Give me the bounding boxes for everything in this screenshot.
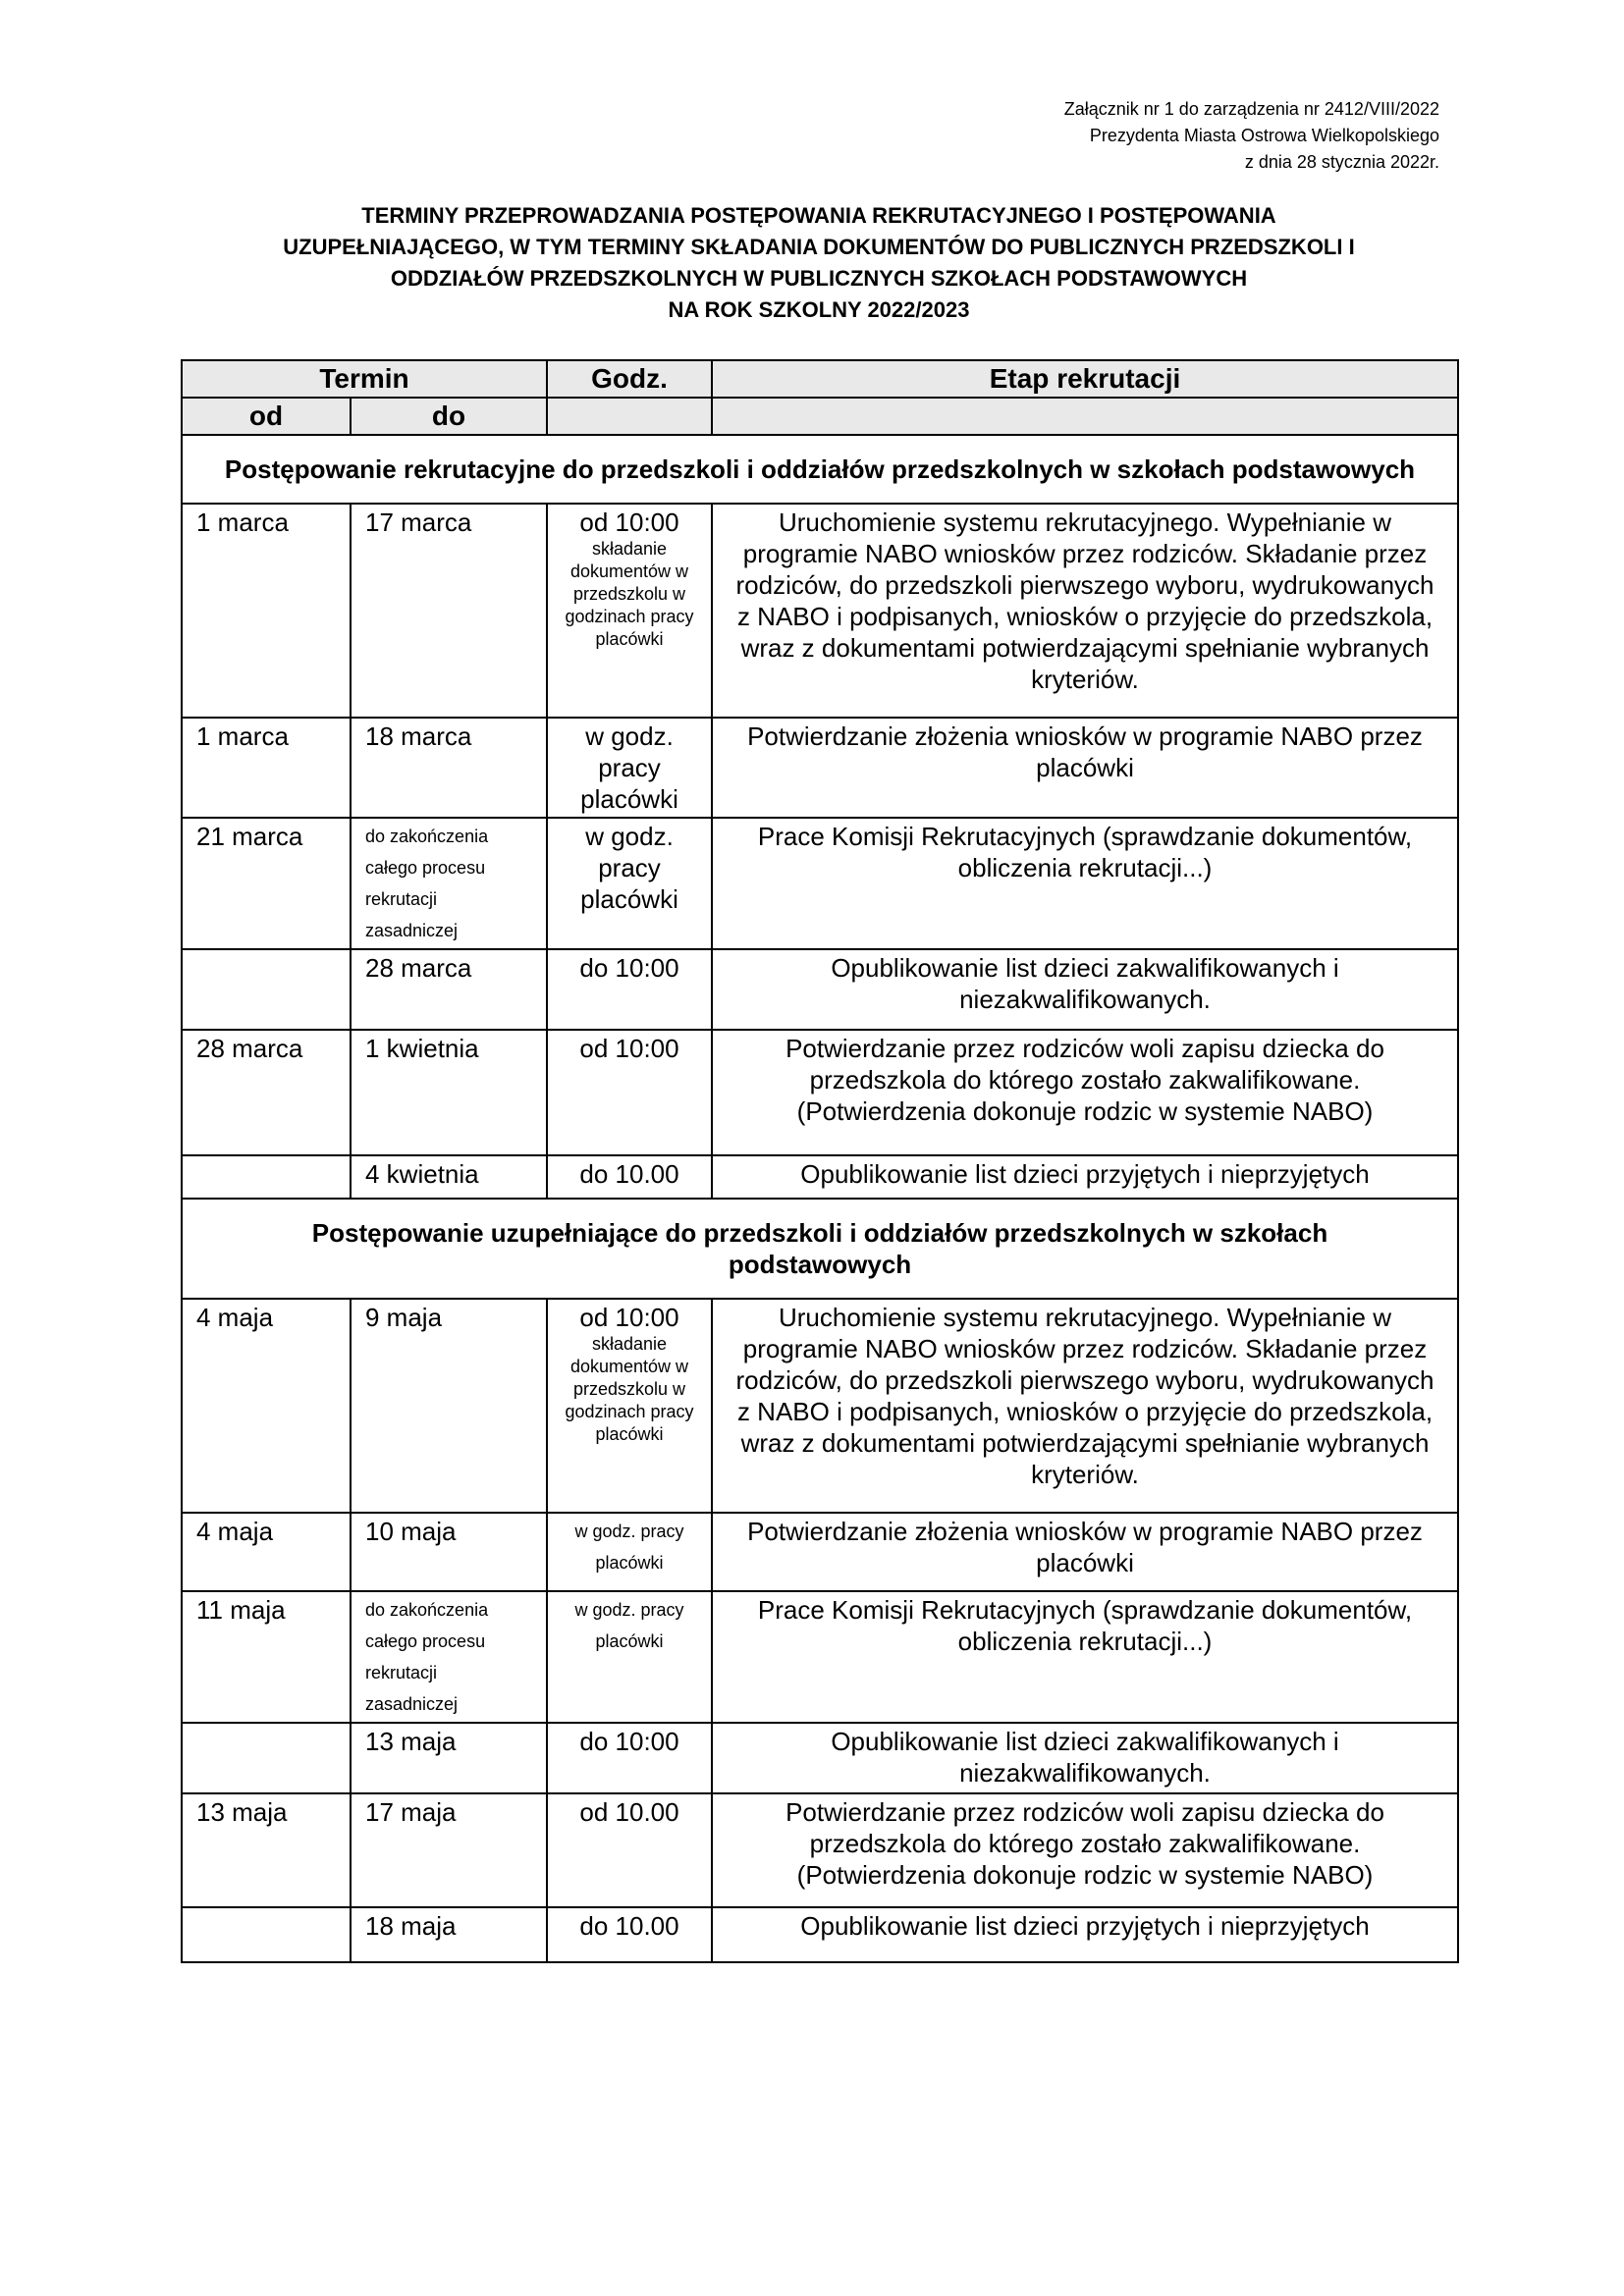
- col-header-termin: Termin: [182, 360, 547, 398]
- cell-do: do zakończenia całego procesu rekrutacji zasadniczej: [351, 1591, 547, 1723]
- table-row: [182, 718, 1458, 818]
- cell-stage: Opublikowanie list dzieci przyjętych i nieprzyjętych: [712, 1155, 1458, 1199]
- title-line-2: UZUPEŁNIAJĄCEGO, W TYM TERMINY SKŁADANIA DOKUMENTÓW DO PUBLICZNYCH PRZEDSZKOLI I: [283, 235, 1355, 259]
- col-header-od: od: [182, 398, 351, 435]
- table-row: [182, 1793, 1458, 1907]
- cell-od: [182, 1155, 351, 1199]
- cell-od: [182, 1723, 351, 1793]
- attachment-header: [1064, 96, 1439, 176]
- title-line-1: TERMINY PRZEPROWADZANIA POSTĘPOWANIA REKRUTACYJNEGO I POSTĘPOWANIA: [361, 203, 1276, 228]
- section-title: Postępowanie rekrutacyjne do przedszkoli i oddziałów przedszkolnych w szkołach podstawowych: [182, 435, 1458, 504]
- header-row: [182, 360, 1458, 398]
- cell-od: [182, 949, 351, 1030]
- cell-stage: Uruchomienie systemu rekrutacyjnego. Wypełnianie w programie NABO wniosków przez rodziców. Składanie przez rodziców, do przedszkoli pierwszego wyboru, wydrukowanych z NABO i podpisanych, wniosków o przyjęcie do przedszkola, wraz z dokumentami potwierdzającymi spełnianie wybranych kryteriów.: [712, 504, 1458, 718]
- cell-do: 13 maja: [351, 1723, 547, 1793]
- cell-time: w godz. pracy placówki: [547, 718, 712, 818]
- cell-time: od 10.00: [547, 1793, 712, 1907]
- cell-od: 21 marca: [182, 818, 351, 949]
- title-line-4: NA ROK SZKOLNY 2022/2023: [668, 297, 970, 322]
- cell-do: 10 maja: [351, 1513, 547, 1591]
- table-row: [182, 1907, 1458, 1962]
- cell-do: 28 marca: [351, 949, 547, 1030]
- cell-do: 17 marca: [351, 504, 547, 718]
- attachment-line-3: z dnia 28 stycznia 2022r.: [1244, 152, 1439, 172]
- cell-do: 9 maja: [351, 1299, 547, 1513]
- table-row: [182, 1030, 1458, 1155]
- col-header-empty: [712, 398, 1458, 435]
- table-row: [182, 949, 1458, 1030]
- schedule-table: [181, 359, 1459, 1963]
- cell-do: 1 kwietnia: [351, 1030, 547, 1155]
- section-title: Postępowanie uzupełniające do przedszkoli i oddziałów przedszkolnych w szkołach podstawowych: [182, 1199, 1458, 1299]
- table-row: [182, 1299, 1458, 1513]
- cell-time: do 10:00: [547, 949, 712, 1030]
- cell-stage: Opublikowanie list dzieci zakwalifikowanych i niezakwalifikowanych.: [712, 1723, 1458, 1793]
- cell-time: [547, 1299, 712, 1513]
- cell-time: do 10.00: [547, 1155, 712, 1199]
- cell-stage: Prace Komisji Rekrutacyjnych (sprawdzanie dokumentów, obliczenia rekrutacji...): [712, 1591, 1458, 1723]
- time-note: składanie dokumentów w przedszkolu w godzinach pracy placówki: [565, 1334, 694, 1444]
- table-row: [182, 504, 1458, 718]
- col-header-etap: Etap rekrutacji: [712, 360, 1458, 398]
- attachment-line-1: Załącznik nr 1 do zarządzenia nr 2412/VIII/2022: [1063, 99, 1439, 119]
- cell-time: w godz. pracy placówki: [547, 818, 712, 949]
- time-value: od 10:00: [579, 507, 679, 537]
- cell-time: do 10.00: [547, 1907, 712, 1962]
- cell-od: [182, 1907, 351, 1962]
- cell-stage: Potwierdzanie przez rodziców woli zapisu dziecka do przedszkola do którego zostało zakwalifikowane. (Potwierdzenia dokonuje rodzic w systemie NABO): [712, 1793, 1458, 1907]
- table-row: [182, 818, 1458, 949]
- cell-stage: Opublikowanie list dzieci przyjętych i nieprzyjętych: [712, 1907, 1458, 1962]
- cell-do: 18 maja: [351, 1907, 547, 1962]
- cell-od: 1 marca: [182, 504, 351, 718]
- time-value: od 10:00: [579, 1303, 679, 1332]
- cell-do: do zakończenia całego procesu rekrutacji zasadniczej: [351, 818, 547, 949]
- table-row: [182, 1723, 1458, 1793]
- cell-time: od 10:00: [547, 1030, 712, 1155]
- cell-stage: Potwierdzanie złożenia wniosków w programie NABO przez placówki: [712, 1513, 1458, 1591]
- cell-time: [547, 504, 712, 718]
- cell-time: do 10:00: [547, 1723, 712, 1793]
- cell-od: 4 maja: [182, 1513, 351, 1591]
- subheader-row: [182, 398, 1458, 435]
- col-header-godz: Godz.: [547, 360, 712, 398]
- col-header-empty: [547, 398, 712, 435]
- cell-do: 4 kwietnia: [351, 1155, 547, 1199]
- section-row: [182, 435, 1458, 504]
- cell-od: 4 maja: [182, 1299, 351, 1513]
- cell-stage: Opublikowanie list dzieci zakwalifikowanych i niezakwalifikowanych.: [712, 949, 1458, 1030]
- cell-do: 17 maja: [351, 1793, 547, 1907]
- cell-od: 11 maja: [182, 1591, 351, 1723]
- cell-od: 1 marca: [182, 718, 351, 818]
- cell-od: 13 maja: [182, 1793, 351, 1907]
- cell-time: w godz. pracy placówki: [547, 1591, 712, 1723]
- cell-time: w godz. pracy placówki: [547, 1513, 712, 1591]
- title-line-3: ODDZIAŁÓW PRZEDSZKOLNYCH W PUBLICZNYCH SZKOŁACH PODSTAWOWYCH: [390, 266, 1248, 291]
- cell-do: 18 marca: [351, 718, 547, 818]
- document-title: [181, 200, 1457, 326]
- cell-stage: Uruchomienie systemu rekrutacyjnego. Wypełnianie w programie NABO wniosków przez rodziców. Składanie przez rodziców, do przedszkoli pierwszego wyboru, wydrukowanych z NABO i podpisanych, wniosków o przyjęcie do przedszkola, wraz z dokumentami potwierdzającymi spełnianie wybranych kryteriów.: [712, 1299, 1458, 1513]
- cell-stage: Potwierdzanie przez rodziców woli zapisu dziecka do przedszkola do którego zostało zakwalifikowane. (Potwierdzenia dokonuje rodzic w systemie NABO): [712, 1030, 1458, 1155]
- cell-stage: Potwierdzanie złożenia wniosków w programie NABO przez placówki: [712, 718, 1458, 818]
- table-row: [182, 1591, 1458, 1723]
- col-header-do: do: [351, 398, 547, 435]
- attachment-line-2: Prezydenta Miasta Ostrowa Wielkopolskiego: [1089, 126, 1439, 145]
- table-row: [182, 1513, 1458, 1591]
- cell-od: 28 marca: [182, 1030, 351, 1155]
- cell-stage: Prace Komisji Rekrutacyjnych (sprawdzanie dokumentów, obliczenia rekrutacji...): [712, 818, 1458, 949]
- section-row: [182, 1199, 1458, 1299]
- time-note: składanie dokumentów w przedszkolu w godzinach pracy placówki: [565, 539, 694, 649]
- table-row: [182, 1155, 1458, 1199]
